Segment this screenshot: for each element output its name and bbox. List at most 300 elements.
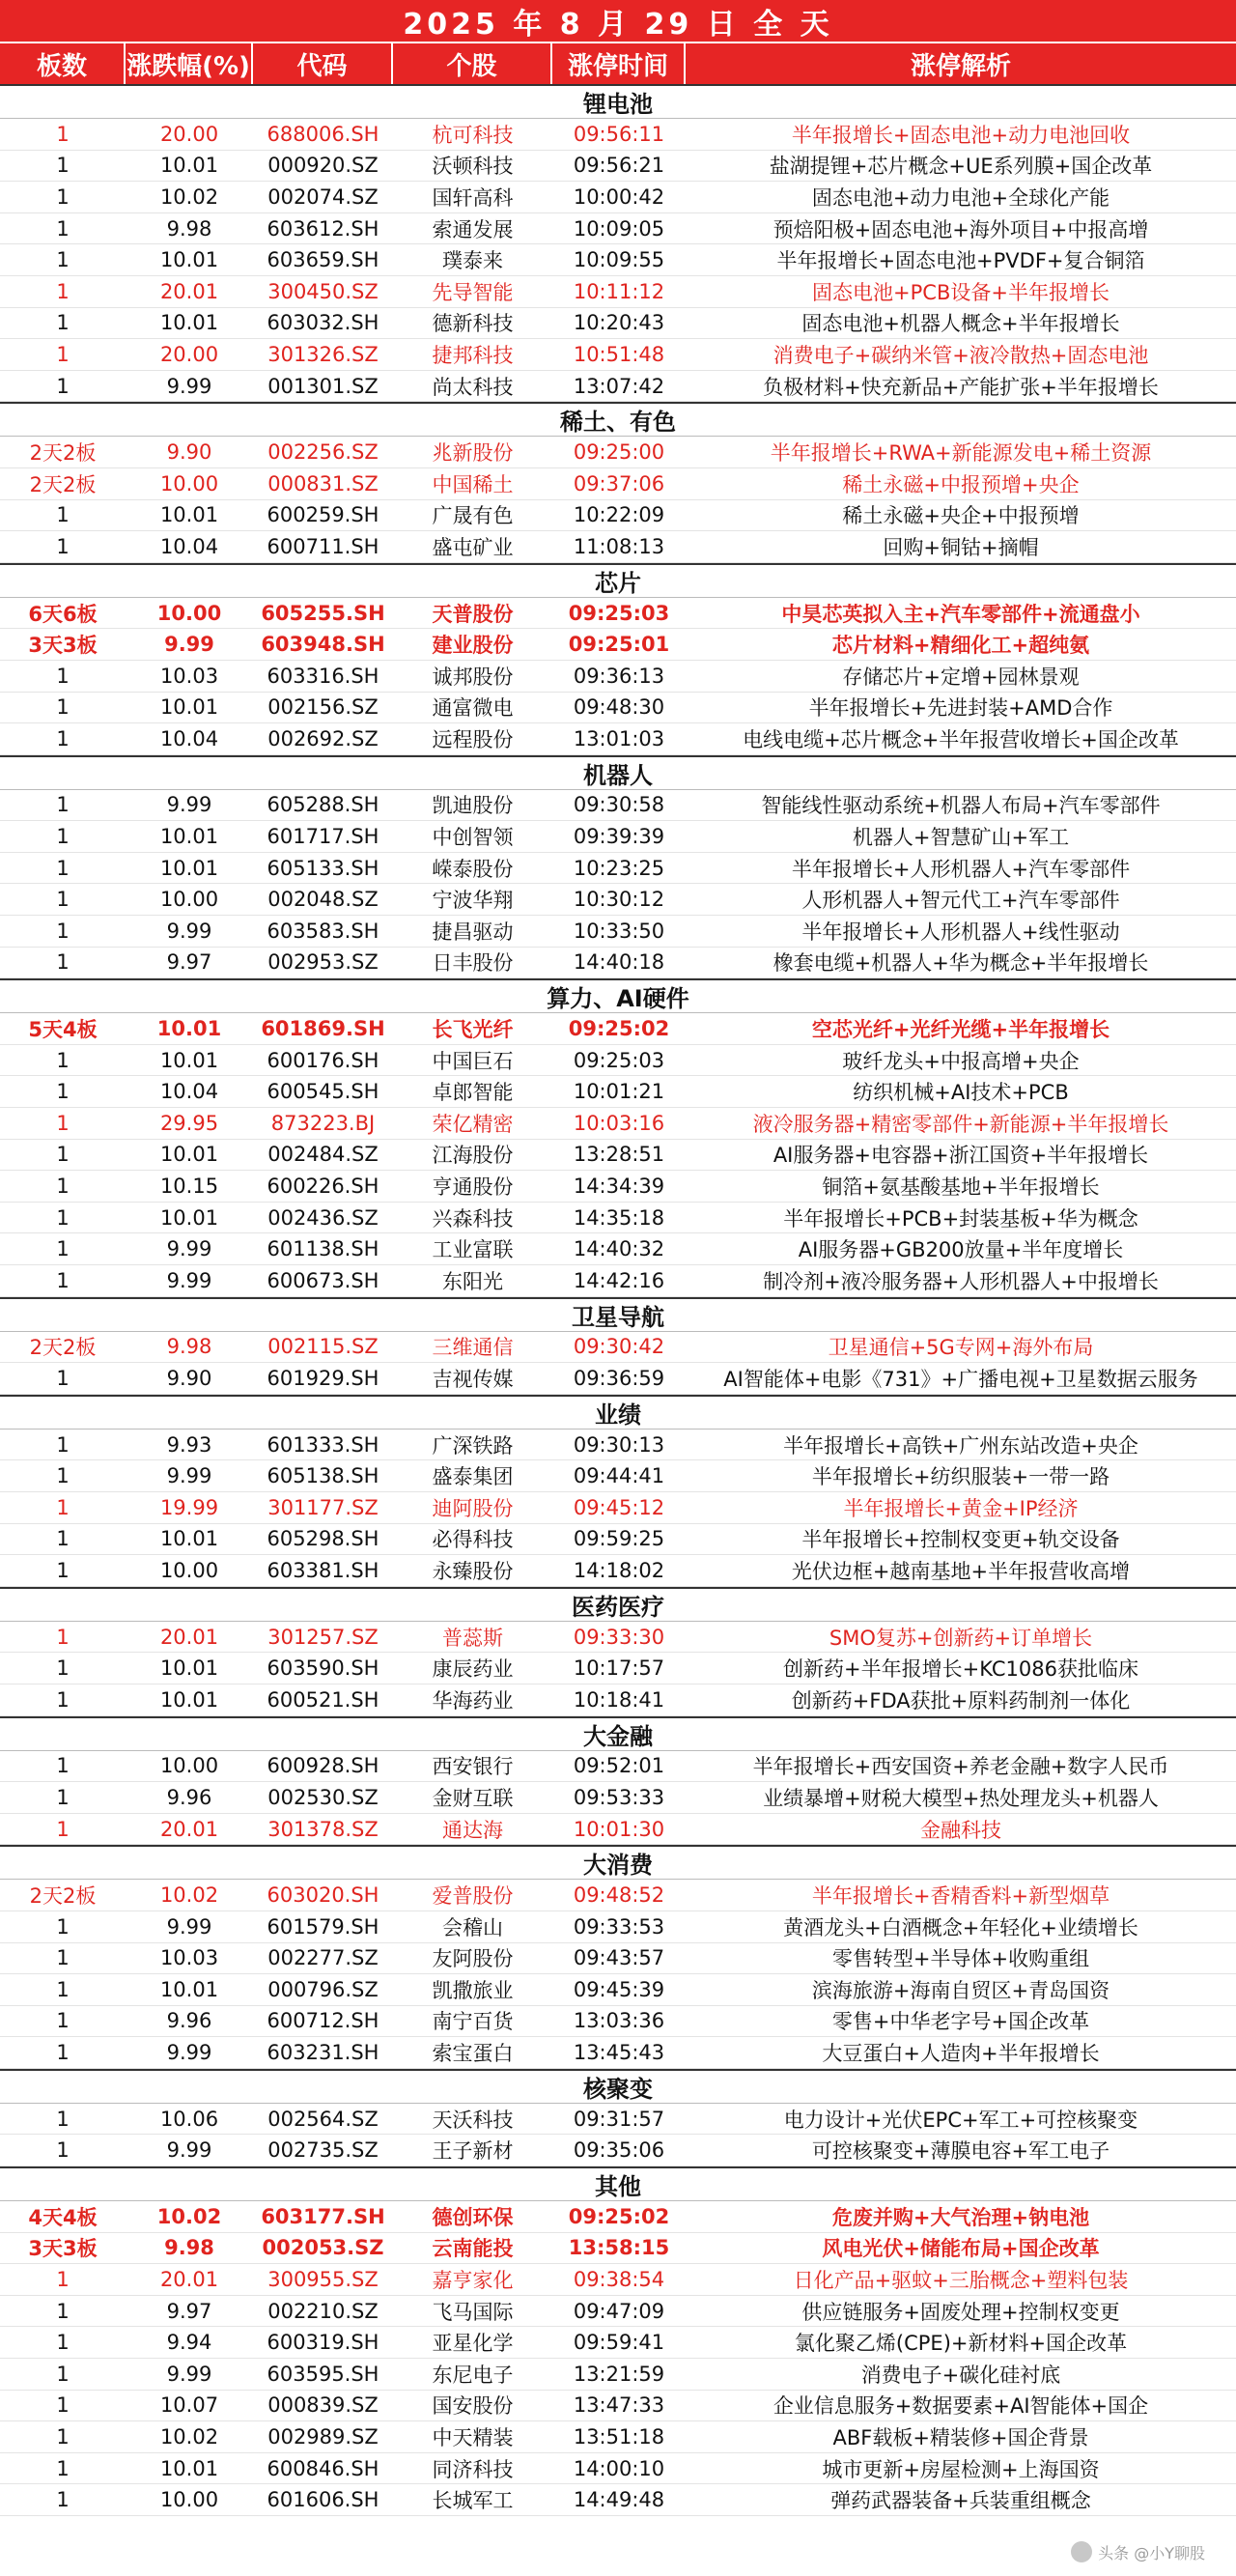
cell-reason: 创新药+FDA获批+原料药制剂一体化 [791,1688,1131,1713]
cell-code: 000920.SZ [267,154,379,178]
cell-name: 凯迪股份 [432,794,514,818]
cell-name: 广晟有色 [432,504,514,528]
section-header: 核聚变 [0,2069,1236,2104]
table-row [0,2421,1236,2453]
cell-boards: 1 [56,1366,70,1390]
header-time: 涨停时间 [552,43,686,84]
table-row [0,2037,1236,2069]
cell-reason: 危废并购+大气治理+钠电池 [831,2205,1090,2229]
cell-time: 10:18:41 [573,1687,665,1712]
watermark-logo-icon [1071,2541,1092,2562]
cell-boards: 1 [56,2107,70,2131]
cell-reason: 固态电池+机器人概念+半年报增长 [801,312,1120,336]
table-row [0,1622,1236,1654]
cell-name: 工业富联 [432,1238,514,1262]
cell-name: 索宝蛋白 [432,2042,514,2066]
cell-pct: 9.99 [164,633,214,657]
cell-time: 13:58:15 [568,2236,670,2260]
cell-time: 09:25:00 [573,440,665,465]
cell-boards: 3天3板 [28,634,98,658]
cell-code: 605255.SH [261,601,385,625]
cell-code: 603020.SH [267,1883,379,1908]
cell-boards: 1 [56,1268,70,1292]
cell-pct: 9.98 [164,2236,214,2260]
cell-name: 国轩高科 [432,185,514,210]
table-row [0,182,1236,213]
cell-pct: 9.99 [166,2362,212,2386]
cell-reason: 橡套电缆+机器人+华为概念+半年报增长 [772,951,1149,976]
cell-code: 600521.SH [267,1687,379,1712]
cell-pct: 10.00 [159,471,219,495]
cell-code: 600545.SH [267,1080,379,1104]
cell-boards: 1 [56,1817,70,1841]
cell-code: 601333.SH [267,1432,379,1457]
cell-pct: 20.00 [159,122,219,146]
cell-reason: 供应链服务+固废处理+控制权变更 [801,2300,1120,2324]
cell-time: 13:21:59 [573,2362,665,2386]
cell-name: 亚星化学 [432,2332,514,2356]
cell-time: 09:30:13 [573,1432,665,1457]
cell-pct: 10.01 [159,695,219,720]
section-header: 卫星导航 [0,1297,1236,1332]
cell-name: 中天精装 [432,2426,514,2450]
cell-boards: 4天4板 [28,2205,98,2229]
cell-name: 同济科技 [432,2457,514,2481]
cell-boards: 1 [56,664,70,688]
cell-boards: 1 [56,311,70,335]
cell-code: 873223.BJ [270,1111,376,1135]
cell-pct: 10.04 [159,726,219,750]
cell-boards: 1 [56,279,70,303]
cell-time: 10:17:57 [573,1656,665,1681]
table-row [0,500,1236,532]
cell-reason: SMO复苏+创新药+订单增长 [829,1626,1093,1650]
cell-reason: 纺织机械+AI技术+PCB [853,1081,1069,1105]
cell-boards: 1 [56,1464,70,1488]
cell-time: 13:45:43 [573,2041,665,2065]
cell-boards: 1 [56,1977,70,2001]
cell-boards: 1 [56,1237,70,1261]
cell-code: 600711.SH [267,534,379,558]
section-header: 大金融 [0,1716,1236,1751]
section-header: 业绩 [0,1395,1236,1430]
cell-name: 诚邦股份 [432,665,514,689]
cell-pct: 10.02 [159,1883,219,1908]
cell-reason: 预焙阳极+固态电池+海外项目+中报高增 [772,217,1149,241]
cell-time: 10:01:30 [573,1817,665,1841]
cell-time: 09:36:13 [573,664,665,688]
table-row [0,1653,1236,1684]
cell-boards: 1 [56,1080,70,1104]
cell-boards: 2天2板 [29,441,97,466]
table-row [0,693,1236,724]
cell-code: 605138.SH [267,1464,379,1488]
cell-name: 云南能投 [432,2237,514,2261]
cell-name: 西安银行 [432,1755,514,1779]
cell-time: 14:00:10 [573,2456,665,2480]
cell-name: 远程股份 [432,727,514,751]
cell-boards: 1 [56,534,70,558]
table-row [0,2296,1236,2328]
cell-time: 09:36:59 [573,1366,665,1390]
cell-code: 688006.SH [267,122,379,146]
cell-pct: 29.95 [159,1111,219,1135]
cell-reason: 半年报增长+黄金+IP经济 [843,1496,1079,1520]
cell-name: 盛屯矿业 [432,535,514,559]
table-row [0,1265,1236,1297]
cell-reason: 消费电子+碳纳米管+液冷散热+固态电池 [772,343,1149,367]
cell-code: 600176.SH [267,1048,379,1072]
cell-code: 603032.SH [267,311,379,335]
cell-time: 09:56:21 [573,154,665,178]
cell-boards: 1 [56,1754,70,1778]
cell-reason: 空芯光纤+光纤光缆+半年报增长 [811,1018,1110,1042]
cell-code: 000796.SZ [267,1977,379,2001]
table-row [0,2359,1236,2391]
cell-code: 002436.SZ [267,1205,379,1230]
cell-pct: 10.01 [159,1048,219,1072]
table-row [0,1363,1236,1395]
cell-reason: 滨海旅游+海南自贸区+青岛国资 [811,1978,1110,2002]
cell-boards: 1 [56,1785,70,1809]
cell-time: 09:52:01 [573,1754,665,1778]
cell-boards: 1 [56,1495,70,1519]
cell-pct: 9.99 [166,374,212,398]
table-row [0,1203,1236,1234]
cell-reason: 半年报增长+纺织服装+一带一路 [811,1465,1110,1489]
cell-pct: 20.00 [159,342,219,366]
table-row [0,1171,1236,1203]
cell-name: 中国稀土 [432,472,514,496]
cell-name: 东尼电子 [432,2363,514,2387]
cell-boards: 1 [56,2393,70,2418]
cell-reason: 半年报增长+香精香料+新型烟草 [811,1884,1110,1909]
cell-pct: 10.00 [159,2488,219,2512]
cell-reason: 固态电池+动力电池+全球化产能 [811,185,1110,210]
table-body [0,84,1236,2516]
cell-time: 09:33:30 [573,1625,665,1649]
table-row [0,1013,1236,1045]
cell-time: 14:34:39 [573,1175,665,1199]
cell-name: 长城军工 [432,2489,514,2513]
cell-time: 09:43:57 [573,1946,665,1970]
cell-boards: 1 [56,503,70,527]
cell-reason: 业绩暴增+财税大模型+热处理龙头+机器人 [763,1786,1159,1810]
cell-code: 605288.SH [267,793,379,817]
cell-code: 002256.SZ [267,440,379,465]
header-code: 代码 [253,43,393,84]
cell-pct: 9.99 [166,1464,212,1488]
cell-name: 尚太科技 [432,375,514,399]
cell-name: 杭可科技 [432,123,514,147]
cell-boards: 1 [56,1946,70,1970]
cell-pct: 9.96 [166,2009,212,2033]
cell-reason: AI智能体+电影《731》+广播电视+卫星数据云服务 [723,1367,1198,1391]
cell-name: 中创智领 [432,826,514,850]
cell-boards: 1 [56,2268,70,2292]
cell-reason: 消费电子+碳化硅衬底 [860,2363,1061,2387]
cell-code: 603316.SH [267,664,379,688]
cell-boards: 1 [56,2331,70,2355]
cell-reason: 零售转型+半导体+收购重组 [831,1947,1090,1971]
cell-boards: 5天4板 [28,1018,98,1042]
cell-reason: 零售+中华老字号+国企改革 [831,2010,1090,2034]
table-row [0,629,1236,661]
cell-reason: 半年报增长+西安国资+养老金融+数字人民币 [752,1755,1169,1779]
cell-name: 会稽山 [442,1915,503,1939]
cell-reason: 液冷服务器+精密零部件+新能源+半年报增长 [752,1112,1169,1136]
cell-reason: 半年报增长+控制权变更+轨交设备 [801,1528,1120,1552]
table-row [0,1108,1236,1140]
cell-name: 德创环保 [432,2205,514,2229]
cell-time: 10:51:48 [573,342,665,366]
cell-code: 603595.SH [267,2362,379,2386]
cell-code: 603612.SH [267,216,379,241]
header-stock: 个股 [393,43,552,84]
cell-time: 13:07:42 [573,374,665,398]
cell-time: 09:25:03 [573,1048,665,1072]
cell-boards: 1 [56,374,70,398]
cell-pct: 10.02 [156,2204,222,2228]
cell-time: 10:01:21 [573,1080,665,1104]
cell-time: 13:47:33 [573,2393,665,2418]
cell-boards: 1 [56,1914,70,1939]
cell-time: 09:56:11 [573,122,665,146]
table-row [0,1684,1236,1716]
cell-boards: 1 [56,1048,70,1072]
cell-boards: 1 [56,2456,70,2480]
cell-code: 002074.SZ [267,184,379,209]
cell-time: 09:48:52 [573,1883,665,1908]
cell-time: 14:49:48 [573,2488,665,2512]
cell-boards: 2天2板 [29,1884,97,1909]
cell-boards: 1 [56,342,70,366]
cell-reason: 半年报增长+人形机器人+汽车零部件 [791,857,1131,881]
cell-pct: 10.01 [156,1017,222,1041]
cell-time: 14:40:32 [573,1237,665,1261]
cell-name: 康辰药业 [432,1657,514,1682]
cell-name: 必得科技 [432,1528,514,1552]
cell-pct: 10.01 [159,1527,219,1551]
cell-name: 中国巨石 [432,1049,514,1073]
cell-boards: 6天6板 [28,602,98,626]
table-row [0,276,1236,308]
table-row [0,339,1236,371]
cell-pct: 10.00 [159,1558,219,1582]
cell-time: 14:35:18 [573,1205,665,1230]
cell-pct: 20.01 [159,1625,219,1649]
cell-code: 002989.SZ [267,2425,379,2449]
cell-pct: 10.01 [159,154,219,178]
cell-time: 10:30:12 [573,888,665,912]
cell-code: 601138.SH [267,1237,379,1261]
cell-code: 001301.SZ [267,374,379,398]
cell-reason: 大豆蛋白+人造肉+半年报增长 [822,2042,1100,2066]
cell-boards: 1 [56,695,70,720]
cell-code: 601717.SH [267,825,379,849]
cell-code: 601579.SH [267,1914,379,1939]
cell-code: 605133.SH [267,856,379,880]
cell-pct: 10.01 [159,1205,219,1230]
cell-boards: 1 [56,1558,70,1582]
cell-reason: 卫星通信+5G专网+海外布局 [828,1336,1094,1360]
cell-boards: 1 [56,184,70,209]
cell-pct: 10.01 [159,856,219,880]
table-row [0,119,1236,151]
cell-time: 09:48:30 [573,695,665,720]
cell-pct: 9.99 [166,2138,212,2163]
table-row [0,1974,1236,2006]
table-row [0,1430,1236,1461]
cell-reason: 风电光伏+储能布局+国企改革 [822,2237,1100,2261]
cell-code: 600259.SH [267,503,379,527]
section-header: 算力、AI硬件 [0,978,1236,1013]
cell-reason: AI服务器+电容器+浙江国资+半年报增长 [772,1144,1149,1168]
cell-code: 301257.SZ [267,1625,379,1649]
cell-code: 002053.SZ [262,2236,384,2260]
cell-time: 09:44:41 [573,1464,665,1488]
cell-name: 爱普股份 [432,1884,514,1909]
cell-pct: 10.01 [159,1687,219,1712]
cell-name: 南宁百货 [432,2010,514,2034]
cell-boards: 1 [56,2425,70,2449]
cell-reason: AI服务器+GB200放量+半年度增长 [798,1238,1124,1262]
table-row [0,213,1236,245]
cell-name: 长飞光纤 [432,1018,514,1042]
cell-pct: 10.01 [159,2456,219,2480]
cell-code: 301378.SZ [267,1817,379,1841]
cell-boards: 1 [56,2362,70,2386]
cell-code: 002277.SZ [267,1946,379,1970]
cell-boards: 1 [56,793,70,817]
cell-name: 金财互联 [432,1786,514,1810]
table-row [0,308,1236,340]
cell-reason: 玻纤龙头+中报高增+央企 [842,1049,1080,1073]
table-row [0,151,1236,183]
table-row [0,244,1236,276]
cell-code: 600846.SH [267,2456,379,2480]
cell-reason: 半年报增长+高铁+广州东站改造+央企 [783,1433,1138,1458]
cell-pct: 10.01 [159,1977,219,2001]
cell-name: 普蕊斯 [442,1626,503,1650]
cell-reason: ABF载板+精装修+国企背景 [832,2426,1089,2450]
cell-pct: 9.98 [166,216,212,241]
cell-time: 10:33:50 [573,919,665,943]
table-row [0,2006,1236,2038]
table-row [0,1140,1236,1172]
table-row [0,1911,1236,1943]
cell-boards: 1 [56,1656,70,1681]
cell-pct: 9.99 [166,793,212,817]
watermark-text: 头条 @小Y聊股 [1098,2543,1205,2562]
table-row [0,1880,1236,1911]
cell-name: 凯撒旅业 [432,1978,514,2002]
cell-name: 嘉亨家化 [432,2269,514,2293]
section-header: 医药医疗 [0,1587,1236,1622]
cell-code: 301326.SZ [267,342,379,366]
cell-reason: 企业信息服务+数据要素+AI智能体+国企 [772,2394,1149,2419]
cell-name: 飞马国际 [432,2300,514,2324]
cell-name: 兆新股份 [432,441,514,466]
cell-time: 09:25:02 [568,1017,670,1041]
cell-name: 通达海 [442,1818,503,1842]
cell-code: 002530.SZ [267,1785,379,1809]
table-row [0,2327,1236,2359]
cell-reason: 固态电池+PCB设备+半年报增长 [812,280,1110,304]
cell-name: 索通发展 [432,217,514,241]
cell-time: 09:25:01 [568,633,670,657]
cell-code: 603381.SH [267,1558,379,1582]
cell-pct: 10.00 [159,1754,219,1778]
cell-boards: 2天2板 [29,472,97,496]
cell-time: 09:38:54 [573,2268,665,2292]
table-row [0,1233,1236,1265]
cell-boards: 1 [56,216,70,241]
cell-pct: 20.01 [159,279,219,303]
header-pct: 涨跌幅(%) [126,43,253,84]
cell-time: 13:28:51 [573,1143,665,1167]
cell-boards: 1 [56,1205,70,1230]
cell-name: 通富微电 [432,696,514,721]
cell-code: 002953.SZ [267,950,379,975]
cell-boards: 1 [56,2138,70,2163]
section-header: 稀土、有色 [0,402,1236,437]
cell-pct: 9.99 [166,1237,212,1261]
header-reason: 涨停解析 [910,51,1011,81]
cell-name: 王子新材 [432,2139,514,2164]
cell-name: 兴森科技 [432,1206,514,1231]
cell-reason: 半年报增长+RWA+新能源发电+稀土资源 [770,441,1152,466]
cell-code: 600928.SH [267,1754,379,1778]
cell-time: 13:03:36 [573,2009,665,2033]
cell-code: 600673.SH [267,1268,379,1292]
cell-time: 14:42:16 [573,1268,665,1292]
cell-pct: 10.03 [159,1946,219,1970]
cell-reason: 半年报增长+人形机器人+线性驱动 [801,920,1120,944]
cell-time: 11:08:13 [573,534,665,558]
cell-name: 捷昌驱动 [432,920,514,944]
cell-boards: 1 [56,888,70,912]
cell-code: 601606.SH [267,2488,379,2512]
cell-time: 09:59:41 [573,2331,665,2355]
cell-name: 东阳光 [442,1269,503,1293]
cell-reason: 城市更新+房屋检测+上海国资 [822,2457,1100,2481]
cell-name: 天沃科技 [432,2108,514,2132]
table-row [0,468,1236,500]
cell-time: 09:59:25 [573,1527,665,1551]
table-row [0,1076,1236,1108]
cell-reason: 半年报增长+PCB+封装基板+华为概念 [783,1206,1138,1231]
cell-boards: 1 [56,248,70,272]
cell-name: 国安股份 [432,2394,514,2419]
table-row [0,853,1236,885]
cell-time: 09:53:33 [573,1785,665,1809]
table-row [0,948,1236,979]
cell-code: 603583.SH [267,919,379,943]
cell-pct: 19.99 [159,1495,219,1519]
cell-reason: 芯片材料+精细化工+超纯氨 [831,634,1090,658]
cell-reason: 稀土永磁+中报预增+央企 [842,472,1080,496]
cell-code: 603659.SH [267,248,379,272]
table-row [0,598,1236,630]
cell-boards: 1 [56,2299,70,2323]
section-header: 芯片 [0,563,1236,598]
cell-reason: 弹药武器装备+兵装重组概念 [830,2489,1091,2513]
table-row [0,1045,1236,1077]
cell-pct: 9.90 [166,1366,212,1390]
cell-code: 605298.SH [267,1527,379,1551]
cell-time: 10:00:42 [573,184,665,209]
